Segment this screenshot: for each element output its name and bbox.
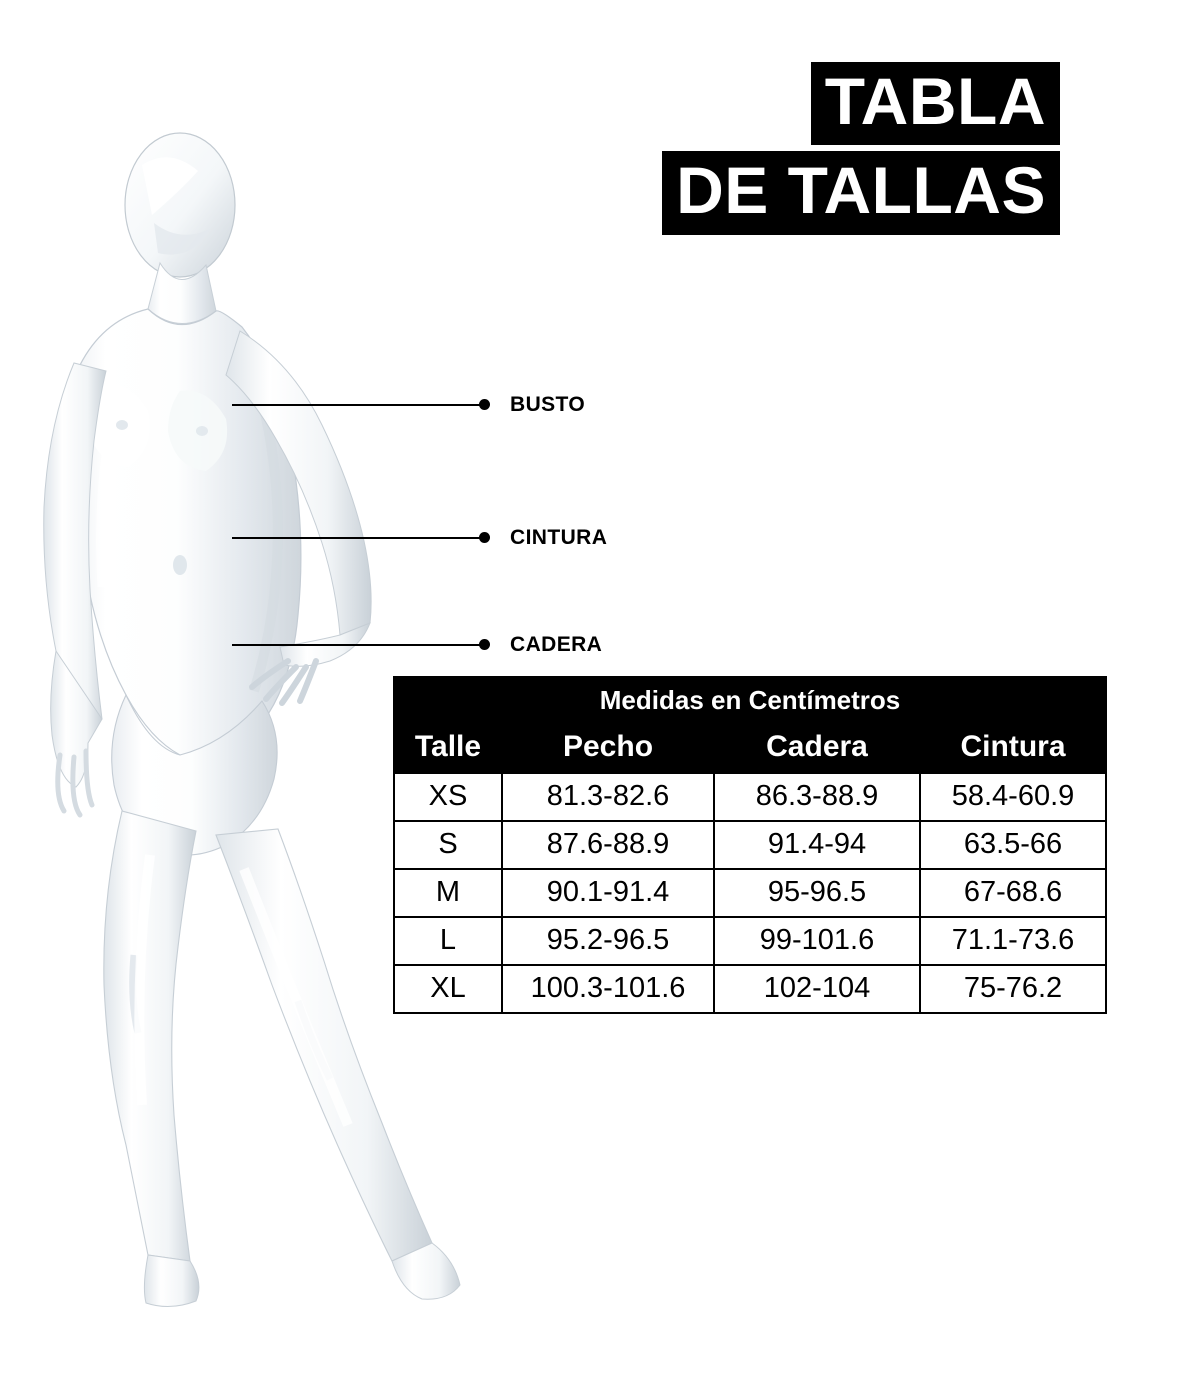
header-talle: Talle [394, 725, 502, 773]
callout-dot [479, 532, 490, 543]
size-chart-table [393, 676, 1107, 1014]
cell-talle: L [394, 917, 502, 965]
callout-cadera [232, 632, 652, 658]
cell-cintura: 67-68.6 [920, 869, 1106, 917]
callout-dot [479, 639, 490, 650]
cell-cintura: 58.4-60.9 [920, 773, 1106, 821]
table-caption: Medidas en Centímetros [394, 677, 1106, 725]
cell-cadera: 102-104 [714, 965, 920, 1013]
header-cintura: Cintura [920, 725, 1106, 773]
callout-label-cadera: CADERA [510, 633, 603, 656]
cell-cadera: 95-96.5 [714, 869, 920, 917]
table-row [394, 773, 1106, 821]
table-row [394, 869, 1106, 917]
title-line-2: DE TALLAS [662, 151, 1060, 234]
table-row [394, 821, 1106, 869]
cell-cadera: 86.3-88.9 [714, 773, 920, 821]
cell-talle: S [394, 821, 502, 869]
cell-talle: XS [394, 773, 502, 821]
cell-pecho: 81.3-82.6 [502, 773, 714, 821]
cell-cadera: 91.4-94 [714, 821, 920, 869]
table-row [394, 917, 1106, 965]
table-header-row [394, 725, 1106, 773]
callout-label-busto: BUSTO [510, 393, 586, 416]
cell-cadera: 99-101.6 [714, 917, 920, 965]
cell-talle: M [394, 869, 502, 917]
callout-busto [232, 392, 632, 418]
cell-pecho: 100.3-101.6 [502, 965, 714, 1013]
cell-pecho: 95.2-96.5 [502, 917, 714, 965]
cell-cintura: 71.1-73.6 [920, 917, 1106, 965]
title-line-1: TABLA [811, 62, 1060, 145]
callout-line [232, 644, 484, 646]
page-title [520, 62, 1060, 235]
callout-line [232, 404, 484, 406]
header-cadera: Cadera [714, 725, 920, 773]
cell-pecho: 90.1-91.4 [502, 869, 714, 917]
callout-label-cintura: CINTURA [510, 526, 608, 549]
table-row [394, 965, 1106, 1013]
cell-talle: XL [394, 965, 502, 1013]
table-caption-row [394, 677, 1106, 725]
callout-line [232, 537, 484, 539]
cell-pecho: 87.6-88.9 [502, 821, 714, 869]
header-pecho: Pecho [502, 725, 714, 773]
cell-cintura: 75-76.2 [920, 965, 1106, 1013]
callout-cintura [232, 525, 652, 551]
callout-dot [479, 399, 490, 410]
cell-cintura: 63.5-66 [920, 821, 1106, 869]
